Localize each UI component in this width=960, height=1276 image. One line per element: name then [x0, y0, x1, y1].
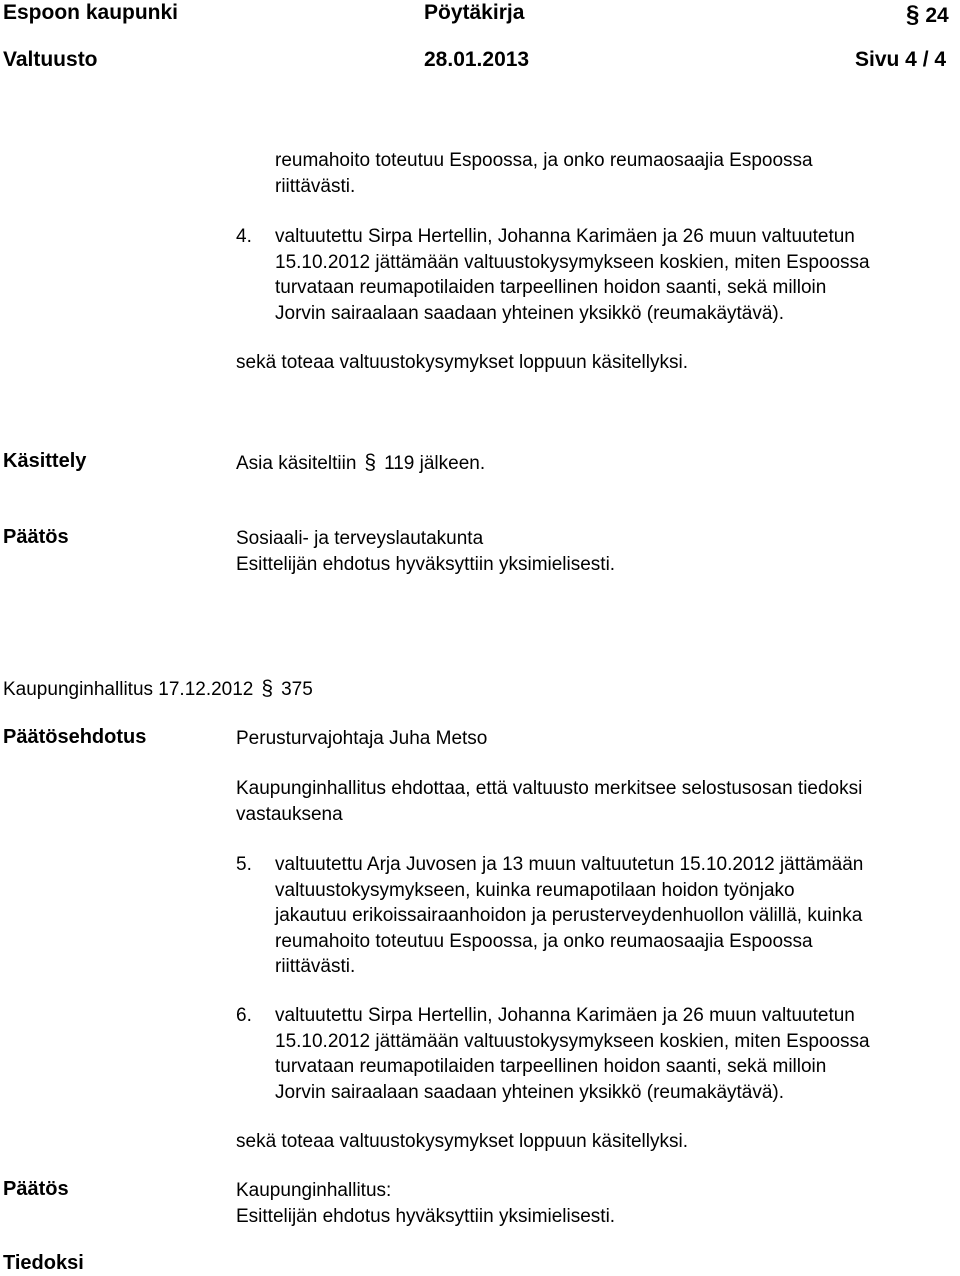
text-line: Jorvin sairaalaan saadaan yhteinen yksikkö (reumakäytävä).	[275, 302, 785, 324]
closing-statement: sekä toteaa valtuustokysymykset loppuun käsitellyksi.	[236, 1131, 688, 1152]
list-number: 6.	[236, 1005, 252, 1026]
header-body: Valtuusto	[3, 48, 98, 71]
header-org: Espoon kaupunki	[3, 1, 179, 24]
kasittely-text	[236, 450, 485, 477]
text-line: Esittelijän ehdotus hyväksyttiin yksimielisesti.	[236, 553, 616, 575]
header-doc-type: Pöytäkirja	[424, 1, 525, 24]
list-item	[275, 1003, 870, 1105]
text-line: valtuutettu Arja Juvosen ja 13 muun valtuutetun 15.10.2012 jättämään	[275, 854, 864, 875]
section-mark-icon: §	[364, 451, 377, 474]
text-line: valtuutettu Sirpa Hertellin, Johanna Karimäen ja 26 muun valtuutetun	[275, 1005, 855, 1026]
section-label-paatos: Päätös	[3, 526, 69, 548]
header-date: 28.01.2013	[424, 48, 530, 71]
section-mark-icon: §	[261, 677, 274, 700]
text-line: Jorvin sairaalaan saadaan yhteinen yksikkö (reumakäytävä).	[275, 1081, 785, 1103]
header-number-value: 24	[925, 4, 949, 27]
text-fragment: Asia käsiteltiin	[236, 453, 357, 474]
section-label-kasittely: Käsittely	[3, 450, 87, 472]
text-line: reumahoito toteutuu Espoossa, ja onko reumaosaajia Espoossa	[275, 150, 813, 171]
text-line: riittävästi.	[275, 175, 356, 197]
text-fragment: Kaupunginhallitus 17.12.2012	[3, 679, 254, 700]
text-line: Esittelijän ehdotus hyväksyttiin yksimielisesti.	[236, 1205, 616, 1227]
section-label-paatos: Päätös	[3, 1178, 69, 1200]
list-item	[275, 852, 863, 980]
text-line: riittävästi.	[275, 956, 356, 977]
text-line: valtuutettu Sirpa Hertellin, Johanna Karimäen ja 26 muun valtuutetun	[275, 226, 855, 247]
text-line: vastauksena	[236, 803, 343, 825]
list-number: 5.	[236, 854, 252, 875]
text-line: reumahoito toteutuu Espoossa, ja onko reumaosaajia Espoossa	[275, 930, 813, 952]
text-line: Kaupunginhallitus:	[236, 1180, 392, 1201]
section-mark-icon: §	[906, 1, 920, 28]
section-label-tiedoksi: Tiedoksi	[3, 1252, 84, 1274]
presenter: Perusturvajohtaja Juha Metso	[236, 728, 488, 749]
header-number	[906, 1, 949, 29]
text-fragment: 375	[281, 679, 313, 700]
text-fragment: 119 jälkeen.	[384, 453, 486, 474]
proposal-intro	[236, 776, 862, 827]
header-page: Sivu 4 / 4	[855, 48, 947, 71]
list-number: 4.	[236, 226, 252, 247]
top-continuation	[275, 148, 813, 199]
closing-statement: sekä toteaa valtuustokysymykset loppuun käsitellyksi.	[236, 352, 688, 373]
section-label-paatosehdotus: Päätösehdotus	[3, 726, 147, 748]
paatos-text	[236, 526, 615, 577]
text-line: valtuustokysymykseen, kuinka reumapotilaan hoidon työnjako	[275, 879, 795, 901]
text-line: turvataan reumapotilaiden tarpeellinen hoidon saanti, sekä milloin	[275, 1056, 827, 1077]
text-line: Kaupunginhallitus ehdottaa, että valtuusto merkitsee selostusosan tiedoksi	[236, 778, 863, 799]
text-line: 15.10.2012 jättämään valtuustokysymykseen koskien, miten Espoossa	[275, 1030, 870, 1052]
text-line: 15.10.2012 jättämään valtuustokysymykseen koskien, miten Espoossa	[275, 251, 870, 273]
list-item	[275, 224, 870, 326]
text-line: Sosiaali- ja terveyslautakunta	[236, 528, 484, 549]
text-line: jakautuu erikoissairaanhoidon ja perusterveydenhuollon välillä, kuinka	[275, 905, 863, 926]
text-line: turvataan reumapotilaiden tarpeellinen hoidon saanti, sekä milloin	[275, 277, 827, 298]
paatos-text	[236, 1178, 615, 1229]
kh-reference	[3, 676, 313, 703]
